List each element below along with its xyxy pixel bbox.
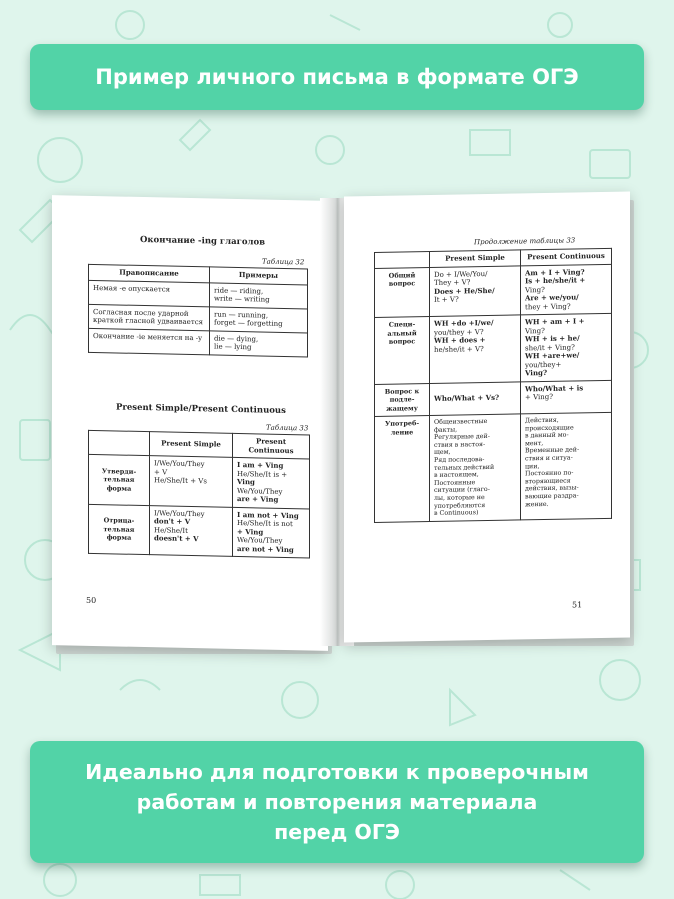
table-cell: Am + I + Ving? Is + he/she/it + Ving? Are + we/you/ they + Ving? <box>521 264 612 315</box>
table-33 <box>88 430 310 559</box>
table-row <box>375 264 612 318</box>
table32-caption: Таблица 32 <box>262 257 305 267</box>
table-cell: run — running, forget — forgetting <box>210 306 308 332</box>
table-33-continued <box>374 248 612 523</box>
table-row <box>375 380 612 417</box>
row-label: Отрица-тельная форма <box>89 504 150 555</box>
row-label: Специ-альный вопрос <box>375 317 430 384</box>
table-cell: I/We/You/They + V He/She/It + Vs <box>150 456 233 507</box>
table-cell: ride — riding, write — writing <box>210 282 308 308</box>
row-label: Употреб-ление <box>375 416 430 523</box>
table-cell: I am + Ving He/She/It is + Ving We/You/They are + Ving <box>233 457 310 508</box>
section-title-present: Present Simple/Present Continuous <box>116 402 286 417</box>
table-cell: WH + am + I + Ving? WH + is + he/ she/it + Ving? WH +are+we/ you/they+ Ving? <box>521 313 612 381</box>
table-cell: Окончание -ie меняется на -y <box>89 328 210 355</box>
table-row <box>89 328 308 357</box>
table-header: Правописание <box>89 264 210 282</box>
table-header: Примеры <box>210 267 308 285</box>
table-cell: Немая -e опускается <box>89 280 210 307</box>
table-cell: I/We/You/They don't + V He/She/It doesn't + V <box>150 505 233 556</box>
table-cell: Согласная после ударной краткой гласной удваивается <box>89 304 210 331</box>
bottom-banner <box>30 741 644 863</box>
table-header: Present Continuous <box>521 248 612 265</box>
table-cell: Общеизвестные факты, Регулярные дей- ствия в настоя- щем, Ряд последова- тельных действий в настоящем, Постоянные ситуации (глаго- лы, которые не употребляются в Continuous) <box>430 414 521 521</box>
table-row <box>375 412 612 522</box>
table-cell: die — dying, lie — lying <box>210 330 308 356</box>
row-label: Утверди-тельная форма <box>89 454 150 505</box>
bottom-banner-line: перед ОГЭ <box>274 820 400 844</box>
page-number-left: 50 <box>86 595 97 606</box>
table-32 <box>88 264 308 357</box>
open-book <box>52 190 632 650</box>
row-label: Общий вопрос <box>375 267 430 317</box>
section-title-ing: Окончание -ing глаголов <box>140 234 266 248</box>
right-page <box>344 192 630 643</box>
table-row <box>89 504 310 558</box>
table-cell: WH +do +I/we/ you/they + V? WH + does + he/she/it + V? <box>430 315 521 383</box>
bottom-banner-line: работам и повторения материала <box>136 790 538 814</box>
table-cell: Who/What + Vs? <box>430 381 521 415</box>
table33-caption: Таблица 33 <box>266 423 309 433</box>
table-cell: Do + I/We/You/ They + V? Does + He/She/ It + V? <box>430 265 521 316</box>
page-number-right: 51 <box>572 600 583 610</box>
table-cell: I am not + Ving He/She/It is not + Ving We/You/They are not + Ving <box>233 507 310 558</box>
table-header: Present Simple <box>430 250 521 267</box>
table-row <box>89 454 310 508</box>
table-header: Present Simple <box>150 432 233 458</box>
table-header <box>89 430 150 455</box>
bottom-banner-line: Идеально для подготовки к проверочным <box>85 760 589 784</box>
table-header <box>375 252 430 268</box>
table33-continued-caption: Продолжение таблицы 33 <box>474 236 576 247</box>
table-row <box>375 313 612 384</box>
table-cell: Действия, происходящие в данный мо- мент, Временные дей- ствия и ситуа- ции, Постоянно по- вторяющиеся действия, вызы- вающие раздра- жение. <box>521 412 612 519</box>
row-label: Вопрос к подле-жащему <box>375 383 430 416</box>
top-banner-text: Пример личного письма в формате ОГЭ <box>95 65 579 89</box>
table-cell: Who/What + is + Ving? <box>521 380 612 414</box>
top-banner <box>30 44 644 110</box>
table-header: Present Continuous <box>233 433 310 459</box>
left-page <box>52 195 328 651</box>
